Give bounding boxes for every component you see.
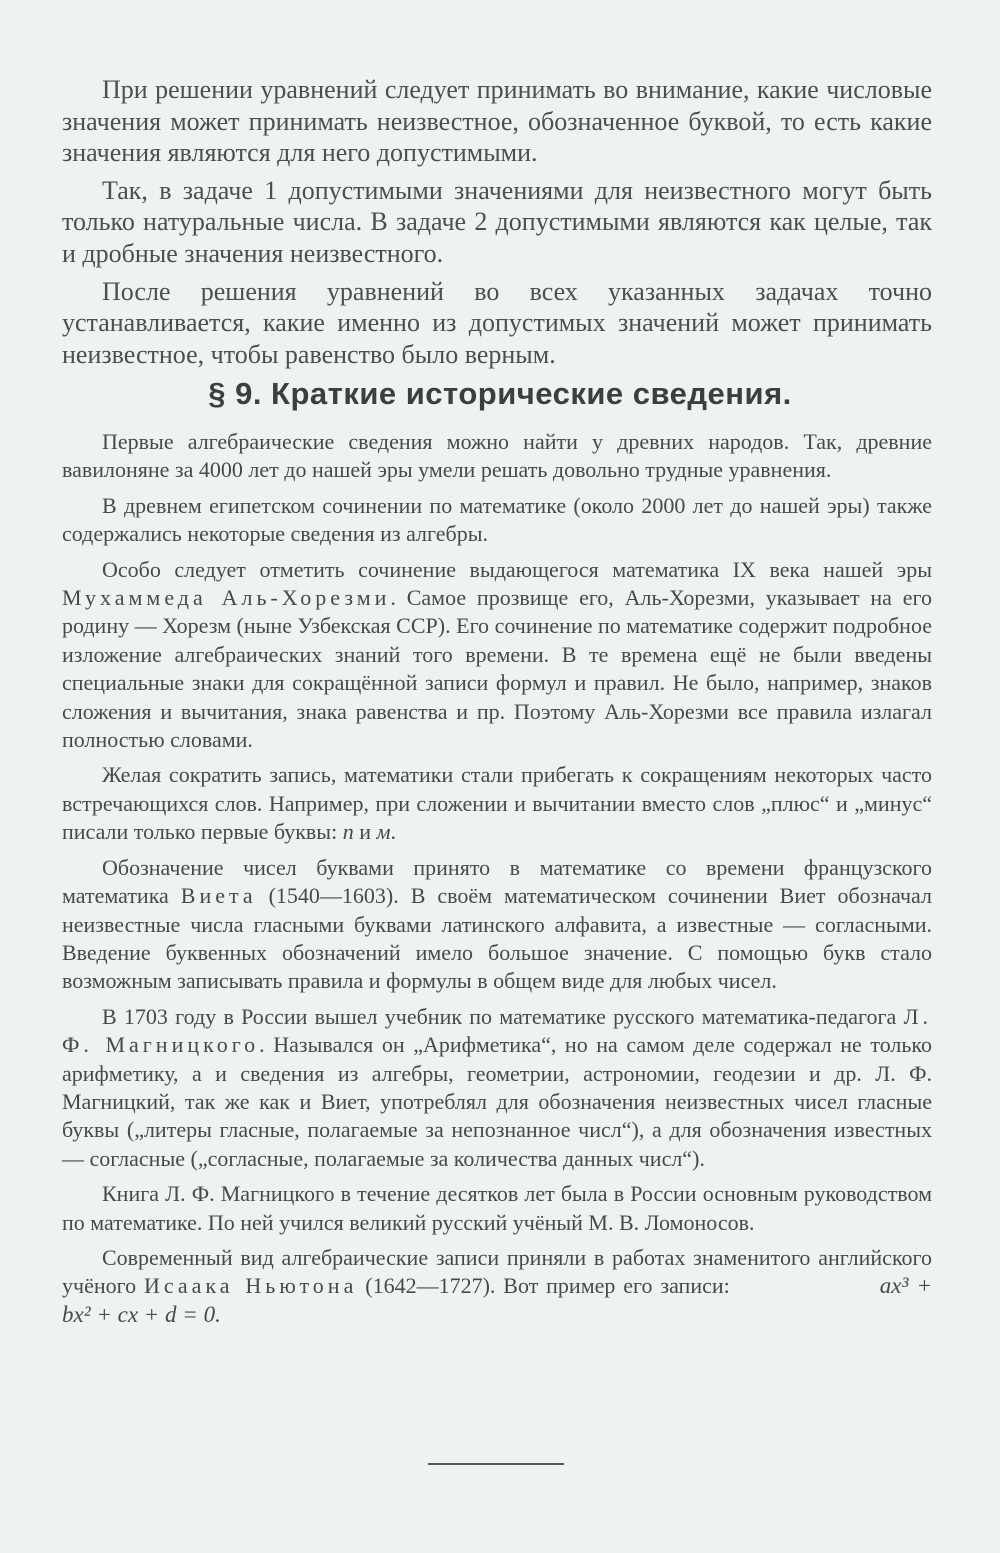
section-title: § 9. Краткие исторические сведения. bbox=[208, 376, 792, 411]
p8-text-a: Современный вид алгебраические записи приняли в работах знаменитого английского учёного bbox=[62, 1244, 932, 1299]
letter-m: м bbox=[376, 819, 391, 845]
history-paragraph-4 bbox=[62, 761, 932, 846]
letter-p: п bbox=[342, 819, 354, 845]
name-viete: Виета bbox=[180, 883, 257, 909]
name-newton: Исаака Ньютона bbox=[143, 1273, 358, 1299]
history-paragraph-5 bbox=[62, 854, 932, 996]
p6-text-b: . Назывался он „Арифметика“, но на самом деле содержал не только арифметику, а и сведения из алгебры, геометрии, астрономии, геодезии и др. Л. Ф. Магницкий, так же как и Виет, употреблял для обозначения неизвестных чисел гласные буквы („литеры гласные, полагаемые за непознанное числ“), а для обозначения известных — согласные („согласные, полагаемые за количества данных числ“). bbox=[62, 1032, 932, 1171]
history-paragraph-1: Первые алгебраические сведения можно найти у древних народов. Так, древние вавилоняне за 4000 лет до нашей эры умели решать довольно трудные уравнения. bbox=[62, 429, 932, 483]
intro-paragraph-2: Так, в задаче 1 допустимыми значениями для неизвестного могут быть только натуральные числа. В задаче 2 допустимыми являются как целые, так и дробные значения неизвестного. bbox=[62, 175, 932, 268]
intro-paragraph-1: При решении уравнений следует принимать во внимание, какие числовые значения может принимать неизвестное, обозначенное буквой, то есть какие значения являются для него допустимыми. bbox=[62, 75, 932, 168]
intro-paragraph-3: После решения уравнений во всех указанных задачах точно устанавливается, какие именно из допустимых значений может принимать неизвестное, чтобы равенство было верным. bbox=[62, 276, 932, 369]
newton-formula: ax³ + bx² + cx + d = 0. bbox=[62, 1273, 933, 1327]
p4-and: и bbox=[353, 819, 377, 845]
intro-section bbox=[62, 74, 932, 370]
history-section bbox=[62, 428, 932, 1329]
p3-text-a: Особо следует отметить сочинение выдающегося математика IX века нашей эры bbox=[102, 556, 932, 582]
p4-text-a: Желая сократить запись, математики стали прибегать к сокращениям некоторых часто встречающихся слов. Например, при сложении и вычитании вместо слов „плюс“ и „минус“ писали только первые буквы: bbox=[62, 762, 932, 845]
p4-end: . bbox=[390, 819, 397, 845]
p3-text-b: . Самое прозвище его, Аль-Хорезми, указывает на его родину — Хорезм (ныне Узбекская ССР). Его сочинение по математике содержит подробное изложение алгебраических знаний того времени. В те времена ещё не были введены специальные знаки для сокращённой записи формул и правил. Не было, например, знаков сложения и вычитания, знака равенства и пр. Поэтому Аль-Хорезми все правила излагал полностью словами. bbox=[62, 585, 932, 753]
end-divider bbox=[428, 1463, 564, 1465]
p5-text-b: (1540—1603). В своём математическом сочинении Виет обозначал неизвестные числа гласными буквами латинского алфавита, а известные — согласными. Введение буквенных обозначений имело большое значение. С помощью букв стало возможным записывать правила и формулы в общем виде для любых чисел. bbox=[62, 883, 932, 994]
history-paragraph-3 bbox=[62, 556, 932, 755]
history-paragraph-2: В древнем египетском сочинении по математике (около 2000 лет до нашей эры) также содержались некоторые сведения из алгебры. bbox=[62, 492, 932, 547]
p8-text-b: (1642—1727). Вот пример его записи: bbox=[357, 1273, 730, 1299]
name-al-khwarizmi: Мухаммеда Аль-Хорезми bbox=[62, 585, 391, 611]
history-paragraph-7: Книга Л. Ф. Магницкого в течение десятков лет была в России основным руководством по математике. По ней учился великий русский учёный М. В. Ломоносов. bbox=[62, 1181, 932, 1235]
history-paragraph-6 bbox=[62, 1003, 932, 1173]
history-paragraph-8 bbox=[62, 1244, 932, 1329]
p6-text-a: В 1703 году в России вышел учебник по математике русского математика-педагога bbox=[102, 1003, 904, 1029]
name-magnitsky: Л. Ф. Магницкого bbox=[62, 1003, 932, 1058]
p5-text-a: Обозначение чисел буквами принято в математике со времени французского математика bbox=[62, 854, 932, 909]
